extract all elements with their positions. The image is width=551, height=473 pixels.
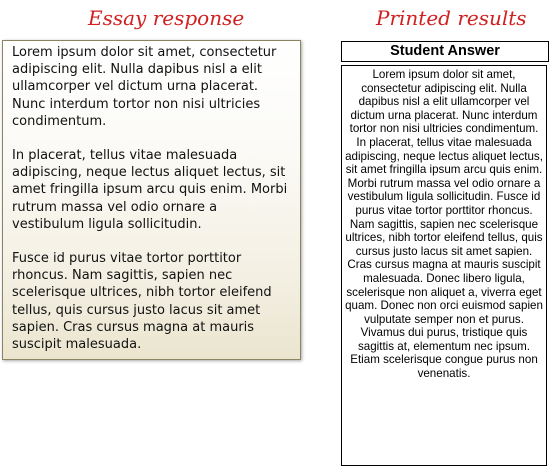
student-answer-header: Student Answer — [341, 41, 549, 62]
essay-response-box — [2, 40, 301, 360]
essay-response-heading: Essay response — [88, 6, 245, 30]
essay-paragraph-1: Lorem ipsum dolor sit amet, consectetur adipiscing elit. Nulla dapibus nisl a elit ullamcorper vel dictum urna placerat. Nunc interdum tortor non nisi ultricies condimentum. — [12, 45, 277, 129]
student-answer-body: Lorem ipsum dolor sit amet, consectetur adipiscing elit. Nulla dapibus nisl a elit ullamcorper vel dictum urna placerat. Nunc interdum tortor non nisi ultricies condimentum. In placerat, tellus vitae malesuada adipiscing, neque lectus aliquet lectus, sit amet fringilla ipsum arcu quis enim. Morbi rutrum massa vel odio ornare a vestibulum ligula sollicitudin. Fusce id purus vitae tortor porttitor rhoncus. Nam sagittis, sapien nec scelerisque ultrices, nibh tortor eleifend tellus, quis cursus justo lacus sit amet sapien. Cras cursus magna at mauris suscipit malesuada. Donec libero ligula, scelerisque non aliquet a, viverra eget quam. Donec non orci euismod sapien vulputate semper non et purus. Vivamus dui purus, tristique quis sagittis at, elementum nec ipsum. Etiam scelerisque congue purus non venenatis. — [341, 65, 547, 466]
essay-paragraph-2: In placerat, tellus vitae malesuada adipiscing, neque lectus aliquet lectus, sit amet fringilla ipsum arcu quis enim. Morbi rutrum massa vel odio ornare a vestibulum ligula sollicitudin. — [12, 148, 288, 232]
essay-paragraph-3: Fusce id purus vitae tortor porttitor rhoncus. Nam sagittis, sapien nec scelerisque ultrices, nibh tortor eleifend tellus, quis cursus justo lacus sit amet sapien. Cras cursus magna at mauris suscipit malesuada. — [12, 251, 272, 353]
printed-results-heading: Printed results — [376, 6, 527, 30]
